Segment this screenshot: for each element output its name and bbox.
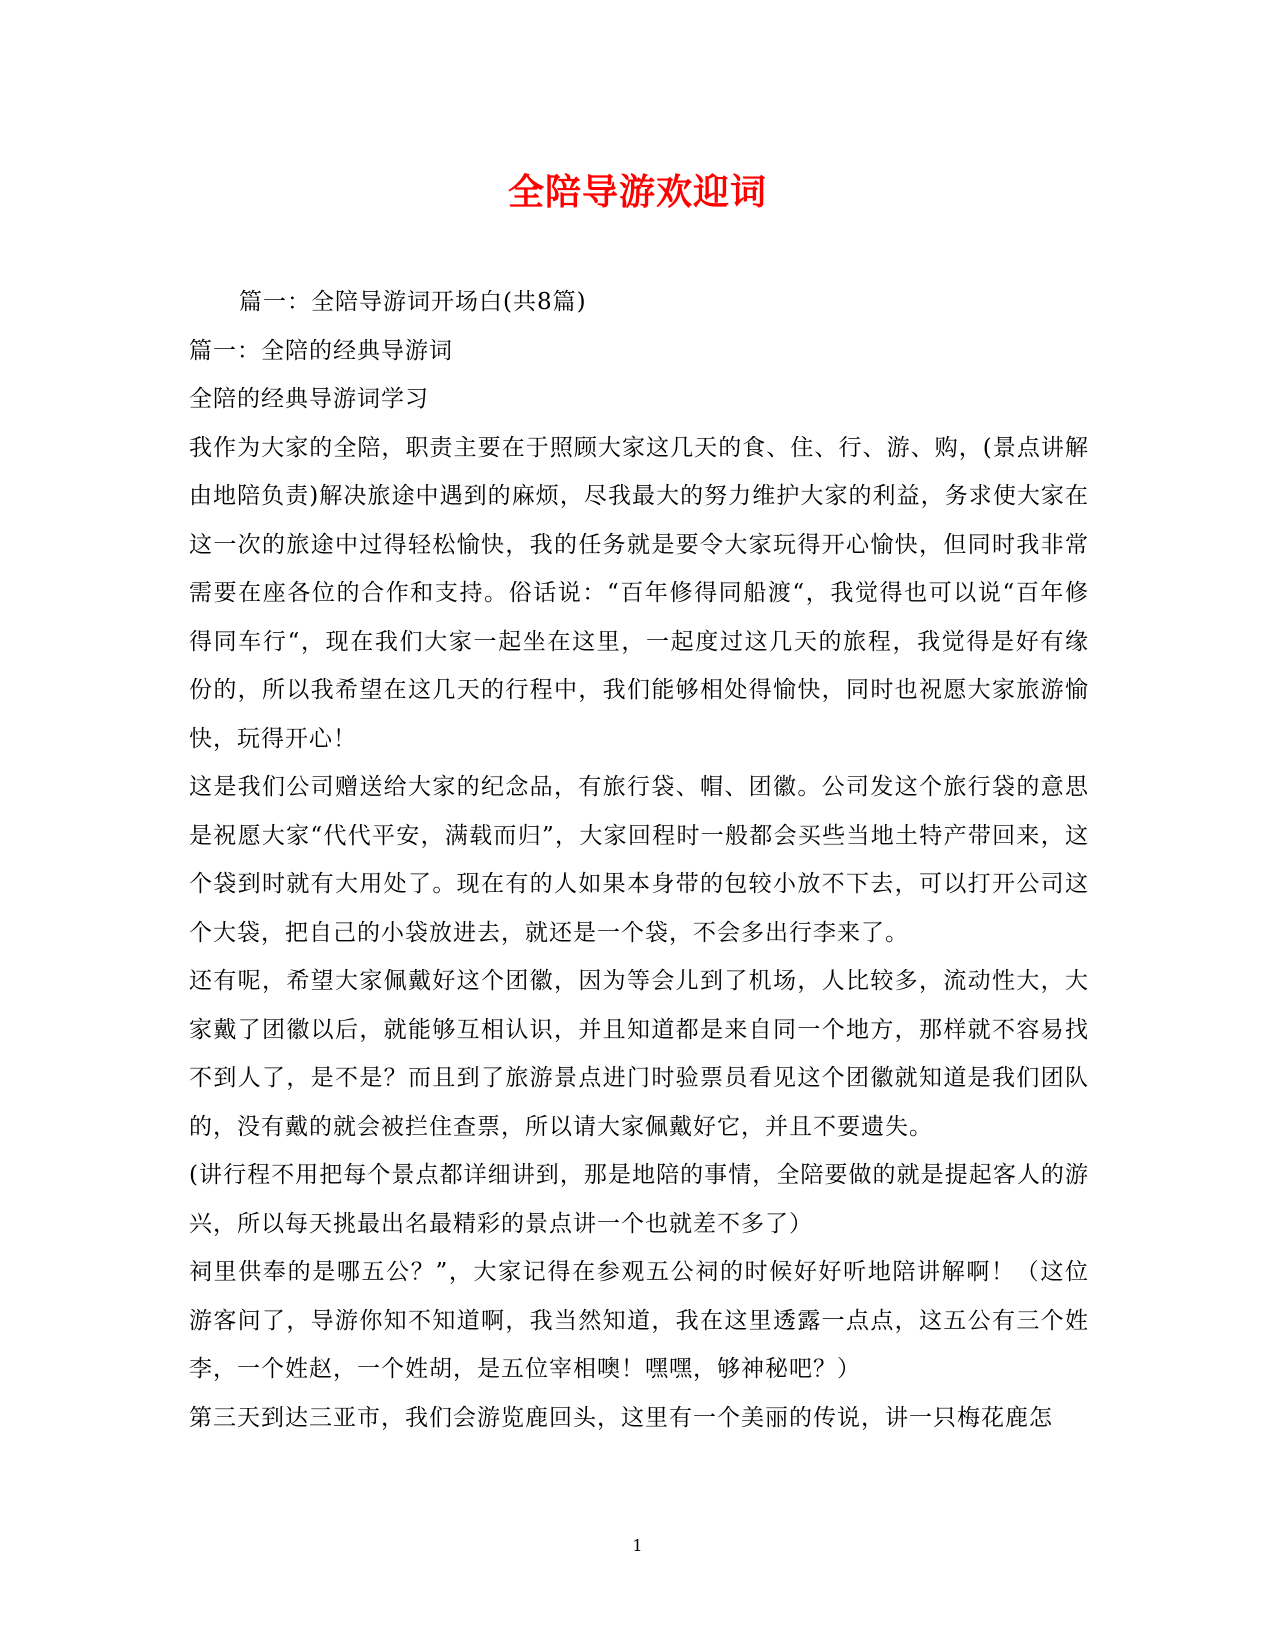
subtitle-line: 全陪的经典导游词学习: [189, 386, 429, 412]
paragraph-badge: 还有呢，希望大家佩戴好这个团徽，因为等会儿到了机场，人比较多，流动性大，大家戴了团徽以后，就能够互相认识，并且知道都是来自同一个地方，那样就不容易找不到人了，是不是？而且到了旅游景点进门时验票员看见这个团徽就知道是我们团队的，没有戴的就会被拦住查票，所以请大家佩戴好它，并且不要遗失。: [189, 968, 1089, 1140]
paragraph-intro: 我作为大家的全陪，职责主要在于照顾大家这几天的食、住、行、游、购，(景点讲解由地陪负责)解决旅途中遇到的麻烦，尽我最大的努力维护大家的利益，务求使大家在这一次的旅途中过得轻松愉快，我的任务就是要令大家玩得开心愉快，但同时我非常需要在座各位的合作和支持。俗话说：“百年修得同船渡“，我觉得也可以说“百年修得同车行“，现在我们大家一起坐在这里，一起度过这几天的旅程，我觉得是好有缘份的，所以我希望在这几天的行程中，我们能够相处得愉快，同时也祝愿大家旅游愉快，玩得开心！: [189, 434, 1089, 752]
paragraph-sanya: 第三天到达三亚市，我们会游览鹿回头，这里有一个美丽的传说，讲一只梅花鹿怎: [189, 1404, 1053, 1431]
page-number: 1: [632, 1536, 643, 1555]
subsection-heading: 篇一：全陪的经典导游词: [189, 337, 453, 364]
paragraph-wugong-temple: 祠里供奉的是哪五公？”，大家记得在参观五公祠的时候好好听地陪讲解啊！（这位游客问了，导游你知不知道啊，我当然知道，我在这里透露一点点，这五公有三个姓李，一个姓赵，一个姓胡，是五位宰相噢！嘿嘿，够神秘吧？）: [189, 1259, 1089, 1382]
section-heading: 篇一：全陪导游词开场白(共8篇): [239, 289, 587, 315]
document-title: 全陪导游欢迎词: [507, 171, 767, 213]
paragraph-itinerary-note: (讲行程不用把每个景点都详细讲到，那是地陪的事情，全陪要做的就是提起客人的游兴，所以每天挑最出名最精彩的景点讲一个也就差不多了）: [189, 1162, 1089, 1237]
document-body: [189, 278, 1089, 1442]
paragraph-souvenirs: 这是我们公司赠送给大家的纪念品，有旅行袋、帽、团徽。公司发这个旅行袋的意思是祝愿大家“代代平安，满载而归”，大家回程时一般都会买些当地土特产带回来，这个袋到时就有大用处了。现在有的人如果本身带的包较小放不下去，可以打开公司这个大袋，把自己的小袋放进去，就还是一个袋，不会多出行李来了。: [189, 774, 1089, 946]
